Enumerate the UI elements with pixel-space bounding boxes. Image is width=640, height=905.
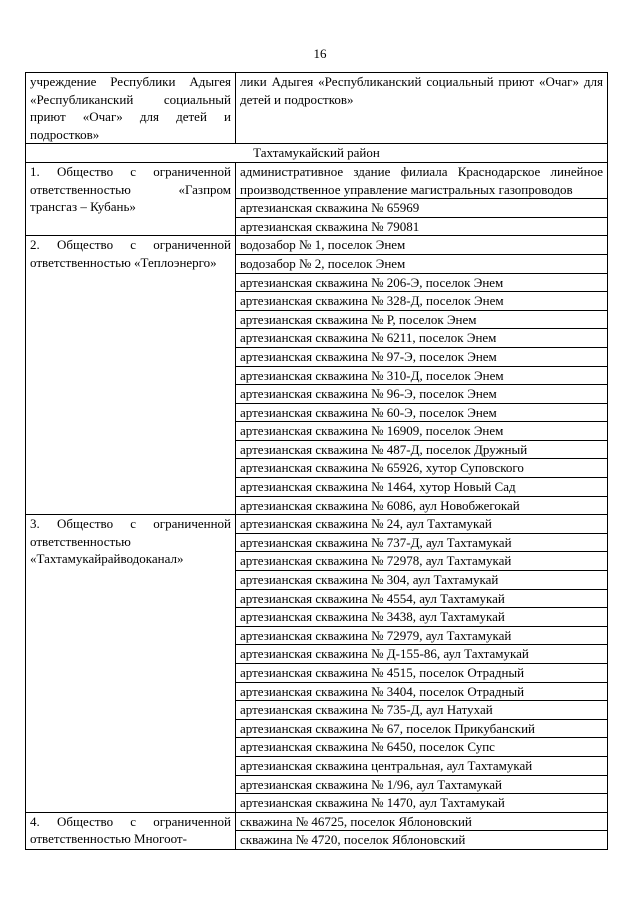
table-row: [26, 236, 608, 255]
object-name: артезианская скважина № 1470, аул Тахтамукай: [240, 795, 505, 811]
object-name: артезианская скважина № 6211, поселок Энем: [240, 330, 497, 346]
object-cell: [236, 310, 608, 329]
table-row: [26, 162, 608, 198]
object-cell: [236, 347, 608, 366]
object-name: артезианская скважина № 79081: [240, 218, 420, 234]
org-cell: [26, 812, 236, 849]
object-name: артезианская скважина № 735-Д, аул Натухай: [240, 702, 493, 718]
object-name: артезианская скважина № 304, аул Тахтамукай: [240, 572, 499, 588]
object-name: лики Адыгея «Республиканский социальный приют «Очаг» для детей и подростков»: [240, 74, 603, 107]
object-cell: [236, 533, 608, 552]
org-cell: [26, 162, 236, 235]
object-cell: [236, 162, 608, 198]
object-cell: [236, 199, 608, 218]
org-name: 1. Общество с ограниченной ответственностью «Газпром трансгаз – Кубань»: [30, 163, 231, 215]
object-name: артезианская скважина № 6086, аул Новобжегокай: [240, 497, 520, 513]
object-cell: [236, 403, 608, 422]
object-cell: [236, 459, 608, 478]
object-cell: [236, 794, 608, 813]
object-cell: [236, 236, 608, 255]
object-name: артезианская скважина № 6450, поселок Супс: [240, 739, 495, 755]
object-name: артезианская скважина № 328-Д, поселок Энем: [240, 293, 504, 309]
object-cell: [236, 831, 608, 850]
object-cell: [236, 571, 608, 590]
object-name: артезианская скважина № 72979, аул Тахтамукай: [240, 627, 512, 643]
page-number: 16: [313, 46, 327, 61]
org-name: учреждение Республики Адыгея «Республиканский социальный приют «Очаг» для детей и подростков»: [30, 74, 231, 142]
object-cell: [236, 385, 608, 404]
object-cell: [236, 645, 608, 664]
object-name: водозабор № 1, поселок Энем: [240, 237, 406, 253]
object-cell: [236, 775, 608, 794]
object-cell: [236, 719, 608, 738]
object-cell: [236, 515, 608, 534]
facilities-table: [25, 72, 608, 850]
section-row: [26, 144, 608, 163]
object-name: скважина № 4720, поселок Яблоновский: [240, 832, 466, 848]
object-cell: [236, 422, 608, 441]
object-cell: [236, 329, 608, 348]
object-cell: [236, 701, 608, 720]
object-cell: [236, 292, 608, 311]
object-name: административное здание филиала Краснодарское линейное производственное управление магистральных газопроводов: [240, 163, 603, 197]
object-name: артезианская скважина № 67, поселок Прикубанский: [240, 720, 535, 736]
object-name: артезианская скважина № 97-Э, поселок Энем: [240, 348, 497, 364]
object-name: артезианская скважина № 737-Д, аул Тахтамукай: [240, 534, 512, 550]
org-cell: [26, 515, 236, 813]
object-name: артезианская скважина № 60-Э, поселок Энем: [240, 404, 497, 420]
object-name: скважина № 46725, поселок Яблоновский: [240, 813, 472, 829]
org-name: 2. Общество с ограниченной ответственностью «Теплоэнерго»: [30, 237, 231, 270]
object-cell: [236, 73, 608, 144]
object-name: артезианская скважина № 4554, аул Тахтамукай: [240, 590, 505, 606]
table-row: [26, 812, 608, 831]
org-cell: [26, 236, 236, 515]
object-cell: [236, 552, 608, 571]
object-name: артезианская скважина № 206-Э, поселок Энем: [240, 274, 504, 290]
table-row: [26, 73, 608, 144]
org-name: 4. Общество с ограниченной ответственностью Многоот-: [30, 813, 231, 847]
object-name: артезианская скважина № 16909, поселок Энем: [240, 423, 504, 439]
object-cell: [236, 254, 608, 273]
object-cell: [236, 756, 608, 775]
district-heading: Тахтамукайский район: [26, 144, 608, 163]
object-name: водозабор № 2, поселок Энем: [240, 255, 406, 271]
org-name: 3. Общество с ограниченной ответственностью «Тахтамукайрайводоканал»: [30, 516, 231, 567]
object-name: артезианская скважина центральная, аул Тахтамукай: [240, 757, 533, 773]
object-cell: [236, 738, 608, 757]
org-cell: [26, 73, 236, 144]
object-cell: [236, 217, 608, 236]
object-cell: [236, 664, 608, 683]
object-cell: [236, 682, 608, 701]
object-name: артезианская скважина № 310-Д, поселок Энем: [240, 367, 504, 383]
table-row: [26, 515, 608, 534]
object-cell: [236, 608, 608, 627]
object-name: артезианская скважина № 72978, аул Тахтамукай: [240, 553, 512, 569]
object-cell: [236, 496, 608, 515]
object-name: артезианская скважина № 3404, поселок Отрадный: [240, 683, 525, 699]
object-cell: [236, 812, 608, 831]
object-name: артезианская скважина № 3438, аул Тахтамукай: [240, 609, 505, 625]
object-name: артезианская скважина № 4515, поселок Отрадный: [240, 665, 525, 680]
object-cell: [236, 478, 608, 497]
object-cell: [236, 366, 608, 385]
object-name: артезианская скважина № 1/96, аул Тахтамукай: [240, 776, 502, 792]
object-name: артезианская скважина № 24, аул Тахтамукай: [240, 516, 492, 532]
object-name: артезианская скважина № Д-155-86, аул Тахтамукай: [240, 646, 529, 662]
object-name: артезианская скважина № 1464, хутор Новый Сад: [240, 479, 516, 495]
object-name: артезианская скважина № 65969: [240, 200, 420, 216]
object-cell: [236, 589, 608, 608]
object-name: артезианская скважина № 96-Э, поселок Энем: [240, 386, 497, 402]
table-body: [26, 73, 608, 850]
object-name: артезианская скважина № 65926, хутор Суповского: [240, 460, 524, 476]
object-cell: [236, 626, 608, 645]
object-cell: [236, 273, 608, 292]
object-name: артезианская скважина № 487-Д, поселок Дружный: [240, 441, 528, 457]
object-name: артезианская скважина № Р, поселок Энем: [240, 311, 477, 327]
object-cell: [236, 440, 608, 459]
